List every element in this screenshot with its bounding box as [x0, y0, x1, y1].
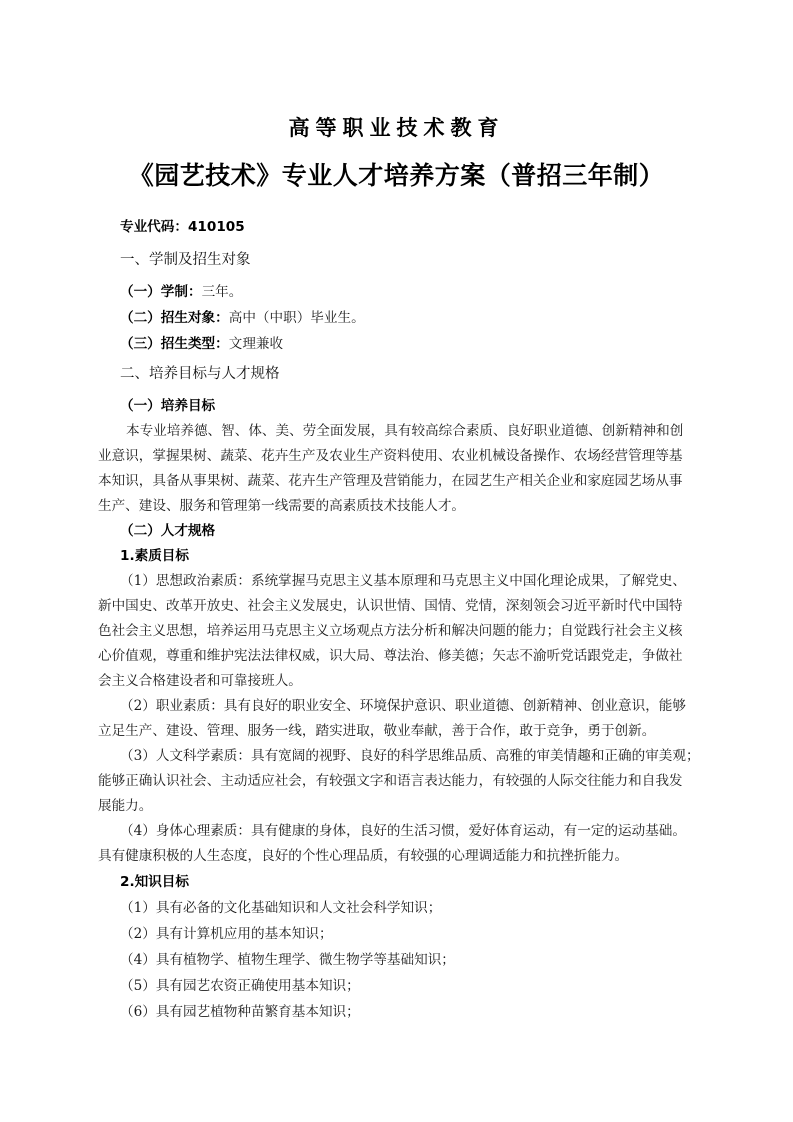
goal-line: 业意识，掌握果树、蔬菜、花卉生产及农业生产资料使用、农业机械设备操作、农场经营管理等基	[98, 448, 683, 464]
item-label: （三）招生类型：	[120, 336, 229, 352]
document-title: 高等职业技术教育	[288, 116, 505, 140]
quality-para-line: 新中国史、改革开放史、社会主义发展史，认识世情、国情、党情，深刻领会习近平新时代中国特	[98, 598, 683, 614]
item-value: 高中（中职）毕业生。	[228, 310, 365, 326]
item-value: 三年。	[201, 284, 243, 300]
knowledge-item: （5）具有园艺农资正确使用基本知识；	[120, 978, 360, 994]
goal-line: 本知识，具备从事果树、蔬菜、花卉生产管理及营销能力，在园艺生产相关企业和家庭园艺场从事	[98, 473, 683, 489]
knowledge-item: （6）具有园艺植物种苗繁育基本知识；	[120, 1004, 360, 1020]
knowledge-heading: 2.知识目标	[120, 874, 189, 890]
enrollment-target	[120, 308, 365, 328]
quality-para-line: （4）身体心理素质：具有健康的身体，良好的生活习惯，爱好体育运动，有一定的运动基础。	[120, 823, 686, 839]
quality-para-line: （3）人文科学素质：具有宽阔的视野、良好的科学思维品质、高雅的审美情趣和正确的审美观；	[120, 748, 700, 764]
item-label: （二）招生对象：	[120, 310, 229, 326]
schooling-years	[120, 282, 242, 302]
quality-para-line: （2）职业素质：具有良好的职业安全、环境保护意识、职业道德、创新精神、创业意识，能够	[120, 698, 686, 714]
quality-para-line: 心价值观，尊重和维护宪法法律权威，识大局、尊法治、修美德；矢志不渝听党话跟党走，争做社	[98, 648, 683, 664]
quality-para-line: （1）思想政治素质：系统掌握马克思主义基本原理和马克思主义中国化理论成果，了解党史、	[120, 573, 686, 589]
goal-heading: （一）培养目标	[120, 398, 216, 414]
quality-para-line: 会主义合格建设者和可靠接班人。	[98, 673, 302, 689]
section1-heading: 一、学制及招生对象	[120, 252, 251, 268]
knowledge-item: （4）具有植物学、植物生理学、微生物学等基础知识；	[120, 952, 455, 968]
quality-para-line: 色社会主义思想，培养运用马克思主义立场观点方法分析和解决问题的能力；自觉践行社会主义核	[98, 623, 683, 639]
knowledge-item: （1）具有必备的文化基础知识和人文社会科学知识；	[120, 900, 442, 916]
item-value: 文理兼收	[228, 336, 284, 352]
enrollment-type	[120, 334, 283, 354]
spec-heading: （二）人才规格	[120, 523, 216, 539]
goal-line: 本专业培养德、智、体、美、劳全面发展，具有较高综合素质、良好职业道德、创新精神和创	[126, 423, 684, 439]
major-code	[120, 217, 245, 237]
quality-para-line: 立足生产、建设、管理、服务一线，踏实进取，敬业奉献，善于合作，敢于竞争，勇于创新。	[98, 723, 656, 739]
major-code-label: 专业代码：	[120, 219, 188, 235]
goal-line: 生产、建设、服务和管理第一线需要的高素质技术技能人才。	[98, 498, 466, 514]
item-label: （一）学制：	[120, 284, 202, 300]
quality-para-line: 具有健康积极的人生态度，良好的个性心理品质，有较强的心理调适能力和抗挫折能力。	[98, 848, 629, 864]
section2-heading: 二、培养目标与人才规格	[120, 366, 280, 382]
quality-para-line: 展能力。	[98, 798, 153, 814]
document-subtitle: 《园艺技术》专业人才培养方案（普招三年制）	[128, 161, 665, 190]
quality-heading: 1.素质目标	[120, 548, 189, 564]
knowledge-item: （2）具有计算机应用的基本知识；	[120, 926, 333, 942]
quality-para-line: 能够正确认识社会、主动适应社会，有较强文字和语言表达能力，有较强的人际交往能力和自我发	[98, 773, 683, 789]
major-code-value: 410105	[187, 219, 245, 235]
